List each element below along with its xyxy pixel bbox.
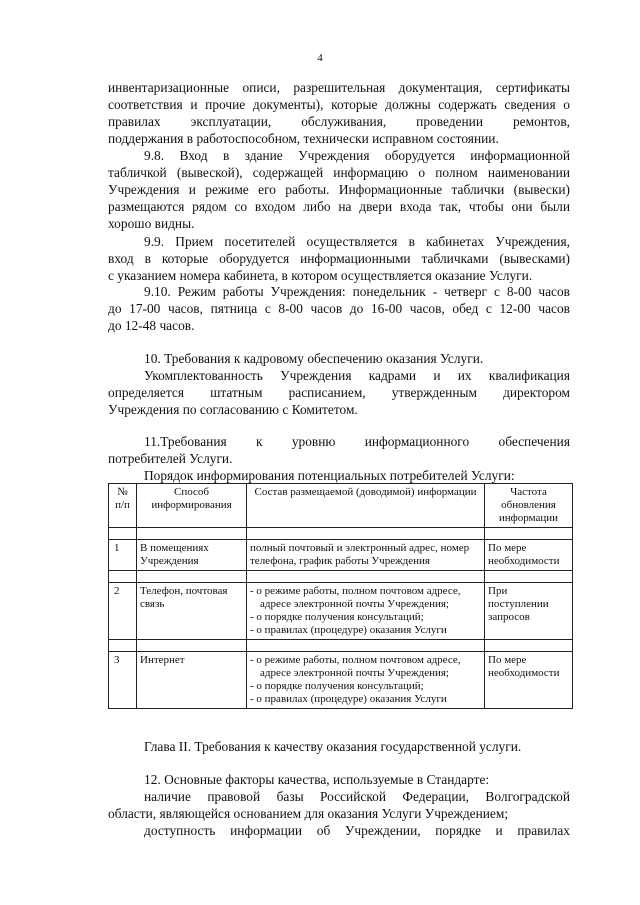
text-line: поддержания в работоспособном, технически исправном состоянии. [108, 131, 499, 146]
text-line: наличие правовой базы Российской Федерации, Волгоградской [144, 789, 570, 804]
text-line: потребителей Услуги. [108, 451, 233, 466]
section-heading: 10. Требования к кадровому обеспечению оказания Услуги. [144, 351, 484, 366]
text-line: Укомплектованность Учреждения кадрами и их квалификация [144, 368, 570, 383]
text-line: доступность информации об Учреждении, порядке и правилах [144, 823, 570, 838]
text-line: инвентаризационные описи, разрешительная документация, сертификаты [108, 80, 570, 95]
text-line: до 17-00 часов, пятница с 8-00 часов до 16-00 часов, обед с 12-00 часов [108, 301, 570, 316]
paragraph-9-10 [108, 283, 570, 334]
text-line: области, являющейся основанием для оказания Услуги Учреждением; [108, 806, 509, 821]
cell-number: 2 [109, 583, 137, 640]
section-12 [108, 771, 570, 839]
text-line: соответствия и прочие документы), которые должны содержать сведения о [108, 97, 570, 112]
text-line: Учреждения по согласованию с Комитетом. [108, 402, 358, 417]
column-header-number: № п/п [109, 484, 137, 528]
column-header-frequency: Частота обновления информации [485, 484, 573, 528]
cell-method: Интернет [137, 652, 247, 709]
cell-method: Телефон, почтовая связь [137, 583, 247, 640]
text-line: табличкой (вывеской), содержащей информацию о полном наименовании [108, 165, 570, 180]
content-list-item: - о порядке получения консультаций; [250, 611, 481, 624]
text-line: 9.10. Режим работы Учреждения: понедельник - четверг с 8-00 часов [144, 284, 570, 299]
text-line: до 12-48 часов. [108, 318, 195, 333]
chapter-title: Глава II. Требования к качеству оказания государственной услуги. [144, 739, 522, 754]
column-header-content: Состав размещаемой (доводимой) информации [247, 484, 485, 528]
page-number: 4 [317, 52, 323, 64]
paragraph-continued [108, 79, 570, 147]
text-line: с указанием номера кабинета, в котором осуществляется оказание Услуги. [108, 268, 533, 283]
table-row [109, 540, 573, 571]
content-list-item: - о порядке получения консультаций; [250, 680, 481, 693]
text-line: правилах эксплуатации, обслуживания, проведении ремонтов, [108, 114, 570, 129]
content-list-item: - о правилах (процедуре) оказания Услуги [250, 693, 481, 706]
cell-content [247, 583, 485, 640]
information-table [108, 483, 573, 709]
text-line: хорошо видны. [108, 216, 195, 231]
text-line: Учреждения и режиме его работы. Информационные таблички (вывески) [108, 182, 570, 197]
text-line: вход в которые оборудуется информационными табличками (вывесками) [108, 251, 570, 266]
content-list-item: - о правилах (процедуре) оказания Услуги [250, 624, 481, 637]
table-row [109, 583, 573, 640]
section-10 [108, 350, 570, 418]
cell-content: полный почтовый и электронный адрес, номер телефона, график работы Учреждения [247, 540, 485, 571]
table-spacer-row [109, 528, 573, 540]
cell-frequency: По мере необходимости [485, 540, 573, 571]
chapter-heading [108, 738, 570, 755]
text-line: 9.9. Прием посетителей осуществляется в кабинетах Учреждения, [144, 234, 570, 249]
table-header-row [109, 484, 573, 528]
table-row [109, 652, 573, 709]
table-caption: Порядок информирования потенциальных потребителей Услуги: [144, 468, 515, 483]
text-line: 9.8. Вход в здание Учреждения оборудуется информационной [144, 148, 570, 163]
text-line: определяется штатным расписанием, утвержденным директором [108, 385, 570, 400]
cell-frequency: При поступлении запросов [485, 583, 573, 640]
text-line: размещаются рядом со входом либо на двери входа так, чтобы они были [108, 199, 570, 214]
paragraph-9-9 [108, 233, 570, 284]
cell-content [247, 652, 485, 709]
section-11 [108, 433, 570, 484]
content-list-item: - о режиме работы, полном почтовом адресе, адресе электронной почты Учреждения; [250, 585, 481, 611]
cell-frequency: По мере необходимости [485, 652, 573, 709]
cell-method: В помещениях Учреждения [137, 540, 247, 571]
section-heading: 11.Требования к уровню информационного обеспечения [144, 434, 570, 449]
content-list-item: - о режиме работы, полном почтовом адресе, адресе электронной почты Учреждения; [250, 654, 481, 680]
paragraph-9-8 [108, 147, 570, 232]
column-header-method: Способ информирования [137, 484, 247, 528]
cell-number: 3 [109, 652, 137, 709]
table-spacer-row [109, 640, 573, 652]
section-heading: 12. Основные факторы качества, используемые в Стандарте: [144, 772, 490, 787]
table-spacer-row [109, 571, 573, 583]
cell-number: 1 [109, 540, 137, 571]
